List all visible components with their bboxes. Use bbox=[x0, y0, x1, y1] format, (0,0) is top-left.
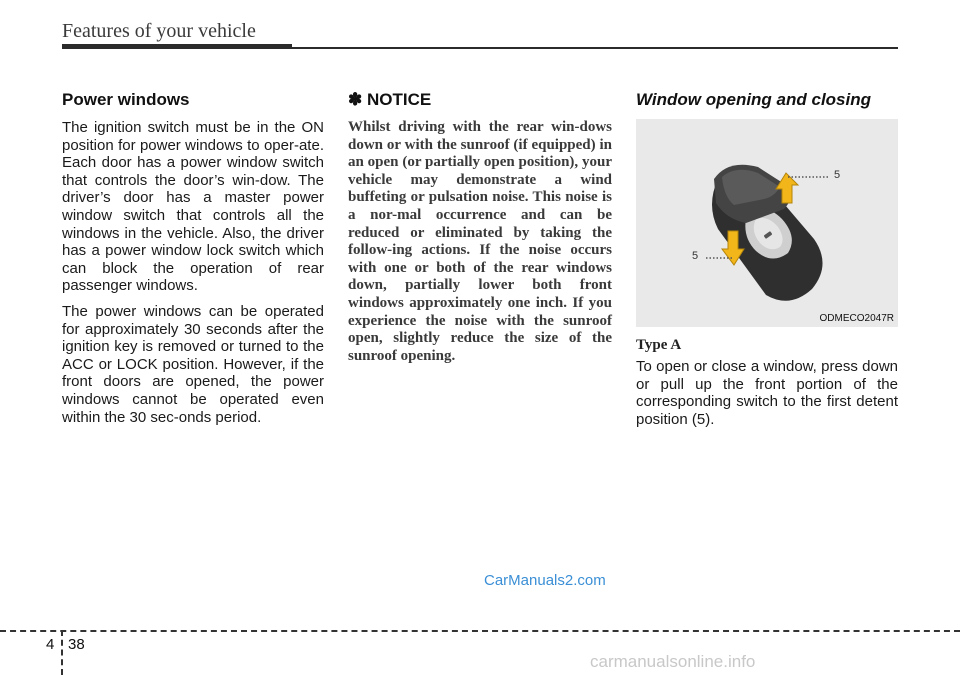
power-windows-paragraph-2: The power windows can be operated for approximately 30 seconds after the ignition key is removed or turned to the ACC or LOCK position. However, if the front doors are opened, the power windows cannot be operated even within the 30 sec-onds period. bbox=[62, 302, 324, 426]
page-number: 38 bbox=[68, 636, 85, 653]
header-rule-thick bbox=[62, 44, 292, 49]
figure-code: ODMECO2047R bbox=[819, 313, 894, 324]
bottom-watermark: carmanualsonline.info bbox=[590, 652, 756, 671]
power-windows-paragraph-1: The ignition switch must be in the ON position for power windows to oper-ate. Each door has a power window switch that controls the door’s win-dow. The driver’s door has a master power window switch that controls all the windows in the vehicle. Also, the driver has a power window lock switch which can block the operation of rear passenger windows. bbox=[62, 119, 324, 295]
figure-label-down: 5 bbox=[692, 250, 699, 262]
column-window-opening bbox=[636, 90, 898, 436]
window-switch-illustration bbox=[636, 119, 898, 327]
carmanuals-watermark-link[interactable]: CarManuals2.com bbox=[484, 572, 606, 589]
window-opening-text: To open or close a window, press down or pull up the front portion of the corresponding switch to the first detent position (5). bbox=[636, 358, 898, 428]
window-opening-heading: Window opening and closing bbox=[636, 90, 871, 109]
notice-text: Whilst driving with the rear win-dows down or with the sunroof (if equipped) in an open (or partially open position), your vehicle may demonstrate a wind buffeting or pulsation noise. This noise is a nor-mal occurrence and can be reduced or eliminated by taking the follow-ing actions. If the noise occurs with one or both of the rear windows down, partially lower both front windows approximately one inch. If you experience the noise with the sunroof open, slightly reduce the size of the sunroof opening. bbox=[348, 119, 612, 364]
figure-label-up: 5 bbox=[834, 169, 841, 181]
header-rule-thin bbox=[292, 47, 898, 49]
footer-dashed-rule bbox=[0, 630, 960, 632]
column-power-windows bbox=[62, 90, 324, 434]
window-switch-figure bbox=[636, 119, 898, 327]
page-header-title: Features of your vehicle bbox=[62, 20, 256, 42]
power-windows-heading: Power windows bbox=[62, 90, 190, 109]
column-notice bbox=[348, 90, 612, 365]
type-a-label: Type A bbox=[636, 337, 682, 353]
chapter-number: 4 bbox=[46, 636, 55, 653]
footer-dashed-divider bbox=[61, 630, 63, 675]
notice-heading: ✽ NOTICE bbox=[348, 90, 432, 109]
